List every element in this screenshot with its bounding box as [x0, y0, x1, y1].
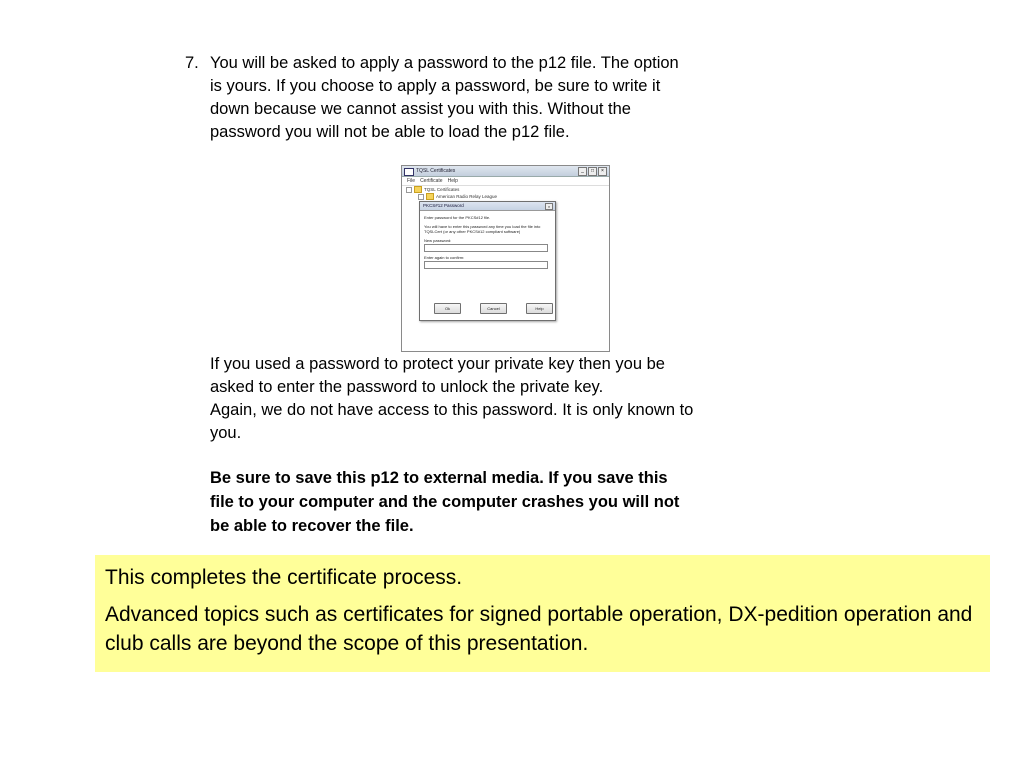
- window-title: TQSL Certificates: [416, 168, 456, 174]
- new-password-input[interactable]: [424, 244, 548, 252]
- dialog-close-icon[interactable]: ×: [545, 203, 553, 210]
- cancel-button[interactable]: Cancel: [480, 303, 507, 314]
- confirm-password-label: Enter again to confirm:: [424, 255, 465, 260]
- expand-icon[interactable]: [406, 187, 412, 193]
- window-app-icon: [404, 168, 414, 176]
- tree-item-label: TQSL Certificates: [424, 187, 460, 192]
- dialog-instruction: Enter password for the PKCS#12 file.: [424, 215, 491, 220]
- tqsl-screenshot: [401, 165, 610, 352]
- step-number: 7.: [185, 54, 199, 72]
- menu-certificate[interactable]: Certificate: [420, 178, 443, 184]
- step-text: You will be asked to apply a password to the p12 file. The option is yours. If you choose to apply a password, be sure to write it down because we cannot assist you with this. Without the password you will not be able to load the p12 file.: [210, 54, 679, 141]
- menu-file[interactable]: File: [407, 178, 416, 184]
- window-controls: [578, 167, 607, 176]
- completion-note: [95, 555, 990, 672]
- menu-help[interactable]: Help: [447, 178, 458, 184]
- help-button[interactable]: Help: [526, 303, 553, 314]
- dialog-buttons: [434, 303, 553, 314]
- folder-icon: [414, 186, 422, 193]
- password-info-text: If you used a password to protect your private key then you be asked to enter the password to unlock the private key. Again, we do not have access to this password. It is only known to you.: [210, 355, 694, 442]
- expand-icon[interactable]: [418, 194, 424, 200]
- close-icon[interactable]: ×: [598, 167, 607, 176]
- advanced-topics-line: Advanced topics such as certificates for signed portable operation, DX-pedition operation and club calls are beyond the scope of this presentation.: [105, 603, 973, 655]
- pkcs12-password-dialog: [419, 201, 556, 321]
- certificate-tree: [406, 186, 497, 200]
- dialog-note: You will have to enter this password any time you load the file into TQSLCert (or any other PKCS#12 compliant software): [424, 224, 541, 234]
- menubar: [402, 177, 609, 186]
- minimize-icon[interactable]: _: [578, 167, 587, 176]
- maximize-icon[interactable]: □: [588, 167, 597, 176]
- folder-icon: [426, 193, 434, 200]
- ok-button[interactable]: Ok: [434, 303, 461, 314]
- dialog-titlebar: [420, 202, 555, 211]
- window-titlebar: [402, 166, 609, 177]
- save-warning-text: Be sure to save this p12 to external media. If you save this file to your computer and the computer crashes you will not be able to recover the file.: [210, 469, 680, 535]
- tree-item-label: American Radio Relay League: [436, 194, 498, 199]
- tree-item-root[interactable]: [406, 186, 497, 193]
- completion-line: This completes the certificate process.: [105, 566, 463, 589]
- tree-item-arrl[interactable]: [406, 193, 497, 200]
- confirm-password-input[interactable]: [424, 261, 548, 269]
- new-password-label: New password:: [424, 238, 452, 243]
- dialog-body: [424, 215, 551, 272]
- dialog-title: PKCS#12 Password: [423, 203, 464, 208]
